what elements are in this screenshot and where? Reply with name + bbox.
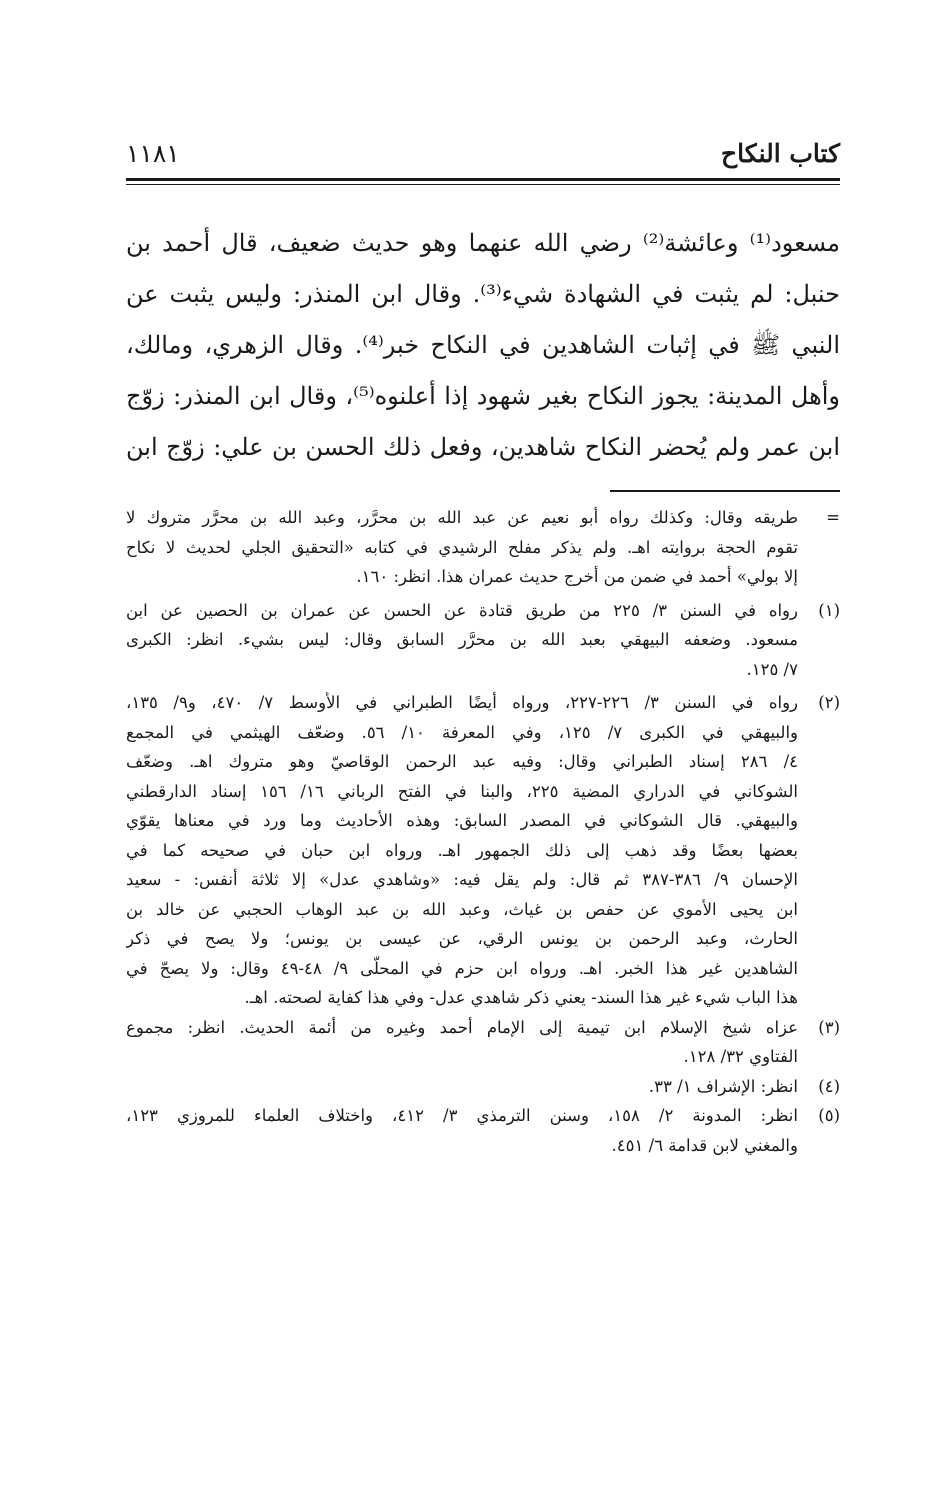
footnote-marker: (٣) — [818, 1017, 840, 1037]
footnote-marker: (٥) — [818, 1106, 840, 1125]
footnote-line: رواه في السنن ٣/ ٢٢٥ من طريق قتادة عن الحسن عن عمران بن الحصين عن ابن — [126, 600, 798, 620]
footnote-line: الشوكاني في الدراري المضية ٢٢٥، والبنا في الفتح الرباني ١٦/ ١٥٦ إسناد الدارقطني — [126, 781, 798, 801]
footnote-1 — [126, 596, 840, 685]
footnote-3 — [126, 1013, 840, 1072]
footnote-5 — [126, 1101, 840, 1160]
chapter-title: كتاب النكاح — [721, 139, 840, 168]
footnote-line: إلا بولي» أحمد في ضمن من أخرج حديث عمران هذا. انظر: ١٦٠. — [356, 567, 798, 586]
body-line: وأهل المدينة: يجوز النكاح بغير شهود إذا أعلنوه⁽⁵⁾، وقال ابن المنذر: زوّج — [126, 382, 840, 410]
footnote-marker: (١) — [818, 600, 840, 620]
footnote-line: ابن يحيى الأموي عن حفص بن غياث، وعبد الله بن عبد الوهاب الحجبي عن خالد بن — [126, 899, 798, 919]
footnote-line: والبيهقي في الكبرى ٧/ ١٢٥، وفي المعرفة ١٠/ ٥٦. وضعّف الهيثمي في المجمع — [126, 722, 798, 742]
footnote-4 — [126, 1072, 840, 1102]
footnote-line: بعضها بعضًا وقد ذهب إلى ذلك الجمهور اهـ. ورواه ابن حبان في صحيحه كما في — [126, 840, 798, 860]
footnote-line: والمغني لابن قدامة ٦/ ٤٥١. — [611, 1135, 798, 1155]
footnote-line: طريقه وقال: وكذلك رواه أبو نعيم عن عبد الله بن محرَّر، وعبد الله بن محرَّر متروك لا — [126, 508, 798, 527]
footnote-marker: (٢) — [818, 693, 840, 712]
footnote-line: الشاهدين غير هذا الخبر. اهـ. ورواه ابن حزم في المحلّى ٩/ ٤٨-٤٩ وقال: ولا يصحّ في — [126, 958, 798, 978]
footnotes — [126, 503, 840, 1160]
footnote-marker: (٤) — [818, 1076, 840, 1096]
body-line: حنبل: لم يثبت في الشهادة شيء⁽³⁾. وقال ابن المنذر: وليس يثبت عن — [126, 280, 840, 308]
body-line: مسعود⁽¹⁾ وعائشة⁽²⁾ رضي الله عنهما وهو حديث ضعيف، قال أحمد بن — [126, 229, 840, 257]
footnote-continuation — [126, 503, 840, 592]
footnote-line: ٤/ ٢٨٦ إسناد الطبراني وقال: وفيه عبد الرحمن الوقاصيّ وهو متروك اهـ. وضعّف — [126, 752, 798, 771]
footnote-line: الإحسان ٩/ ٣٨٦-٣٨٧ ثم قال: ولم يقل فيه: «وشاهدي عدل» إلا ثلاثة أنفس: - سعيد — [126, 870, 798, 889]
body-line: ابن عمر ولم يُحضر النكاح شاهدين، وفعل ذلك الحسن بن علي: زوّج ابن — [126, 433, 840, 461]
footnote-line: رواه في السنن ٣/ ٢٢٦-٢٢٧، ورواه أيضًا الطبراني في الأوسط ٧/ ٤٧٠، و٩/ ١٣٥، — [126, 693, 798, 712]
footnote-line: انظر: الإشراف ١/ ٣٣. — [648, 1076, 798, 1096]
footnote-2 — [126, 688, 840, 1013]
footnote-line: تقوم الحجة بروايته اهـ. ولم يذكر مفلح الرشيدي في كتابه «التحقيق الجلي لحديث لا نكاح — [126, 537, 798, 557]
header-rule-thin — [126, 184, 840, 185]
header-rule-thick — [126, 178, 840, 181]
footnote-line: انظر: المدونة ٢/ ١٥٨، وسنن الترمذي ٣/ ٤١٢، واختلاف العلماء للمروزي ١٢٣، — [126, 1106, 798, 1125]
footnote-marker: = — [826, 508, 840, 527]
page-number: ١١٨١ — [126, 139, 180, 168]
running-header — [126, 128, 840, 168]
footnote-line: الفتاوي ٣٢/ ١٢٨. — [683, 1047, 798, 1066]
footnote-line: الحارث، وعبد الرحمن بن يونس الرقي، عن عيسى بن يونس؛ ولا يصح في ذكر — [126, 929, 798, 948]
footnote-line: مسعود. وضعفه البيهقي بعبد الله بن محرَّر السابق وقال: ليس بشيء. انظر: الكبرى — [126, 630, 798, 649]
footnote-line: هذا الباب شيء غير هذا السند- يعني ذكر شاهدي عدل- وفي هذا كفاية لصحته. اهـ. — [244, 988, 798, 1007]
footnote-line: والبيهقي. قال الشوكاني في المصدر السابق: وهذه الأحاديث وما ورد في معناها يقوّي — [126, 811, 798, 830]
footnote-line: عزاه شيخ الإسلام ابن تيمية إلى الإمام أحمد وغيره من أئمة الحديث. انظر: مجموع — [126, 1017, 798, 1037]
footnote-line: ٧/ ١٢٥. — [746, 659, 798, 679]
body-line: النبي ﷺ في إثبات الشاهدين في النكاح خبر⁽⁴⁾. وقال الزهري، ومالك، — [126, 331, 840, 359]
main-text — [126, 218, 840, 473]
footnote-separator — [610, 490, 840, 492]
